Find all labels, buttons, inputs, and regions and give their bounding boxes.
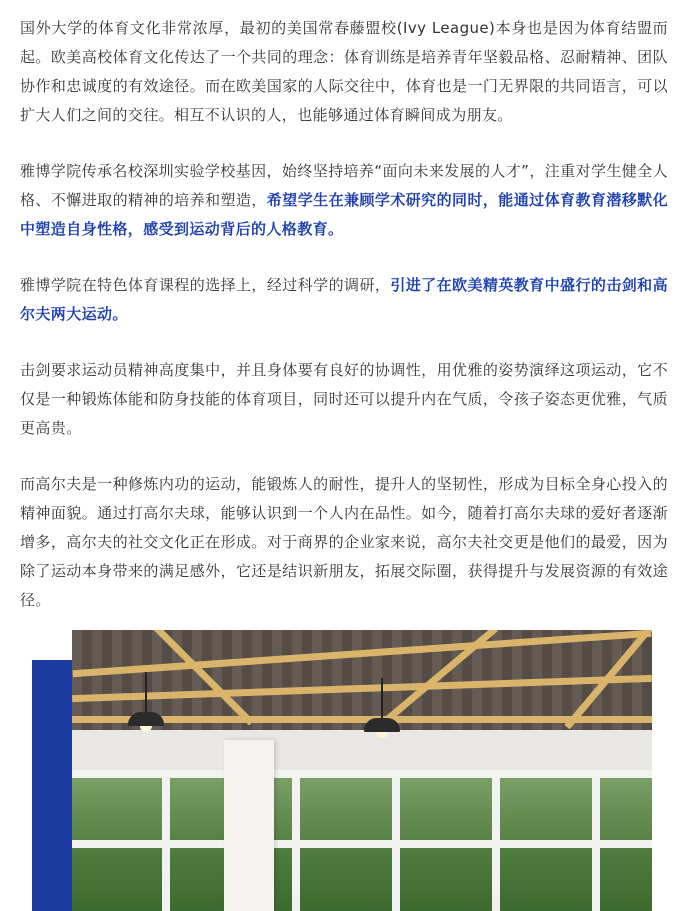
paragraph-text: 国外大学的体育文化非常浓厚，最初的美国常春藤盟校(Ivy League)本身也是因为体育结盟而起。欧美高校体育文化传达了一个共同的理念：体育训练是培养青年坚毅品格、忍耐精神、团队协作和忠诚度的有效途径。而在欧美国家的人际交往中，体育也是一门无界限的共同语言，可以扩大人们之间的交往。相互不认识的人，也能够通过体育瞬间成为朋友。 [20, 19, 668, 124]
pillar [224, 740, 274, 911]
paragraph-fencing [20, 356, 668, 443]
paragraph-text: 雅博学院传承名校深圳实验学校基因，始终坚持培养“面向未来发展的人才”，注重对学生健全人格、不懈进取的精神的培养和塑造， [20, 162, 668, 209]
highlight-text: 希望学生在兼顾学术研究的同时，能通过体育教育潜移默化中塑造自身性格，感受到运动背后的人格教育。 [20, 191, 669, 238]
paragraph-text: 击剑要求运动员精神高度集中，并且身体要有良好的协调性，用优雅的姿势演绎这项运动，它不仅是一种锻炼体能和防身技能的体育项目，同时还可以提升内在气质，令孩子姿态更优雅，气质更高贵。 [20, 361, 668, 437]
article-photo-figure [32, 630, 652, 911]
window-strip [72, 770, 652, 911]
highlight-text: 引进了在欧美精英教育中盛行的击剑和高尔夫两大运动。 [20, 276, 669, 323]
gym-interior-photo [72, 630, 652, 911]
article-body [20, 14, 668, 642]
pendant-lamp-icon [128, 672, 164, 732]
paragraph-sports-selection [20, 271, 668, 329]
paragraph-ivy-league [20, 14, 668, 130]
paragraph-school-heritage [20, 157, 668, 244]
paragraph-golf [20, 470, 668, 615]
accent-block [32, 660, 72, 911]
pendant-lamp-icon [364, 678, 400, 738]
paragraph-text: 雅博学院在特色体育课程的选择上，经过科学的调研， [20, 276, 391, 294]
paragraph-text: 而高尔夫是一种修炼内功的运动，能锻炼人的耐性，提升人的坚韧性，形成为目标全身心投入的精神面貌。通过打高尔夫球，能够认识到一个人内在品性。如今，随着打高尔夫球的爱好者逐渐增多，高尔夫的社交文化正在形成。对于商界的企业家来说，高尔夫社交更是他们的最爱，因为除了运动本身带来的满足感外，它还是结识新朋友，拓展交际圈，获得提升与发展资源的有效途径。 [20, 475, 668, 609]
